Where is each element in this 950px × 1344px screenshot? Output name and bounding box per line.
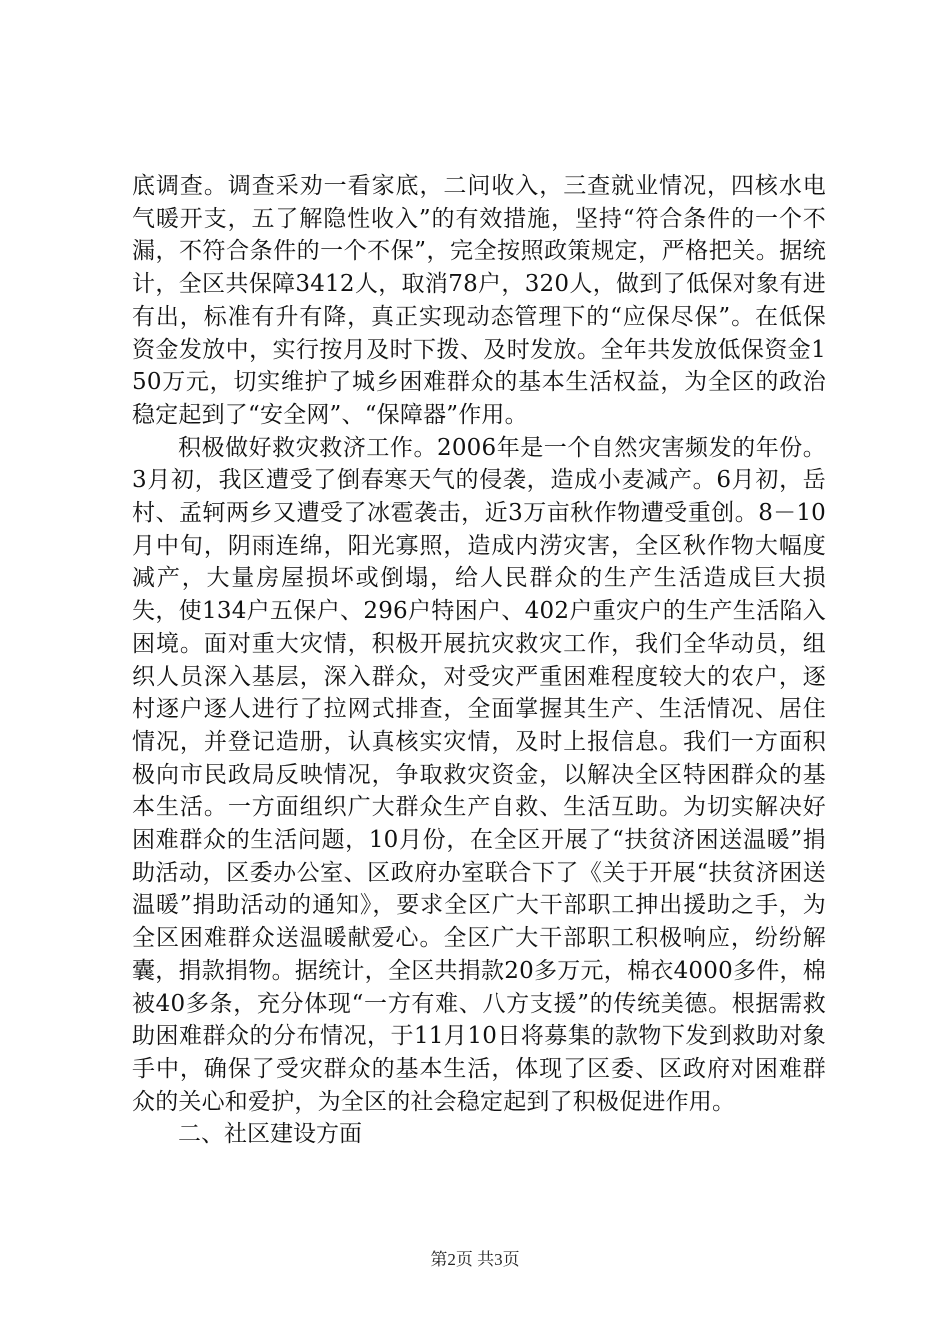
section-heading: 二、社区建设方面 bbox=[178, 1121, 362, 1148]
document-body bbox=[132, 170, 826, 1151]
page-footer: 第2页 共3页 bbox=[430, 1250, 520, 1269]
paragraph-low-income-guarantee: 底调查。调查采劝一看家底，二问收入，三查就业情况，四核水电气暖开支，五了解隐性收入”的有效措施，坚持“符合条件的一个不漏，不符合条件的一个不保”，完全按照政策规定，严格把关。据统计，全区共保障3412人，取消78户，320人，做到了低保对象有进有出，标准有升有降，真正实现动态管理下的“应保尽保”。在低保资金发放中，实行按月及时下拨、及时发放。全年共发放低保资金150万元，切实维护了城乡困难群众的基本生活权益，为全区的政治稳定起到了“安全网”、“保障器”作用。 bbox=[132, 173, 826, 428]
paragraph-disaster-relief: 积极做好救灾救济工作。2006年是一个自然灾害频发的年份。3月初，我区遭受了倒春寒天气的侵袭，造成小麦减产。6月初，岳村、孟轲两乡又遭受了冰雹袭击，近3万亩秋作物遭受重创。8－10月中旬，阴雨连绵，阳光寡照，造成内涝灾害，全区秋作物大幅度减产，大量房屋损坏或倒塌，给人民群众的生产生活造成巨大损失，使134户五保户、296户特困户、402户重灾户的生产生活陷入困境。面对重大灾情，积极开展抗灾救灾工作，我们全华动员，组织人员深入基层，深入群众，对受灾严重困难程度较大的农户，逐村逐户逐人进行了拉网式排查，全面掌握其生产、生活情况、居住情况，并登记造册，认真核实灾情，及时上报信息。我们一方面积极向市民政局反映情况，争取救灾资金，以解决全区特困群众的基本生活。一方面组织广大群众生产自救、生活互助。为切实解决好困难群众的生活问题，10月份，在全区开展了“扶贫济困送温暖”捐助活动，区委办公室、区政府办室联合下了《关于开展“扶贫济困送温暖”捐助活动的通知》，要求全区广大干部职工抻出援助之手，为全区困难群众送温暖献爱心。全区广大干部职工积极响应，纷纷解囊，捐款捐物。据统计，全区共捐款20多万元，棉衣4000多件，棉被40多条，充分体现“一方有难、八方支援”的传统美德。根据需救助困难群众的分布情况，于11月10日将募集的款物下发到救助对象手中，确保了受灾群众的基本生活，体现了区委、区政府对困难群众的关心和爱护，为全区的社会稳定起到了积极促进作用。 bbox=[132, 434, 826, 1115]
